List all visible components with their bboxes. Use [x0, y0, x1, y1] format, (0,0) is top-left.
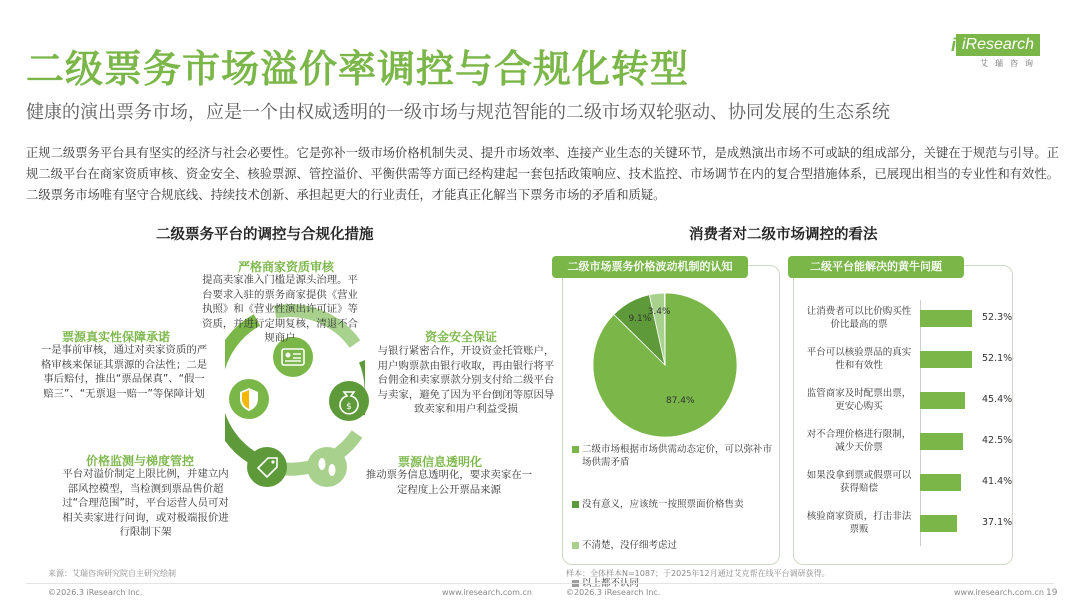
left-source-note: 来源：艾瑞咨询研究院自主研究绘制	[48, 569, 176, 578]
bar-category-label: 让消费者可以比价购买性价比最高的票	[806, 306, 912, 330]
bar-5	[920, 515, 957, 532]
measure-desc-price-monitoring: 平台对溢价制定上限比例，并建立内部风控模型，当检测到票品售价超过“合理范围”时，平台运营人员可对相关卖家进行问询，或对极端报价进行限制下架	[62, 468, 229, 538]
footprints-icon	[306, 446, 348, 488]
measure-title-transparency: 票源信息透明化	[398, 455, 483, 469]
measure-desc-transparency: 推动票务信息透明化，要求卖家在一定程度上公开票品来源	[365, 469, 533, 496]
bar-0	[920, 310, 972, 327]
pie-panel-title: 二级市场票务价格波动机制的认知	[552, 256, 748, 278]
measure-desc-fund-safety: 与银行紧密合作，开设资金托管账户，用户购票款由银行收取，再由银行将平台佣金和卖家票款分别支付给二级平台与卖家，避免了因为平台倒闭等原因导致卖家和用户利益受损	[377, 345, 555, 415]
bar-category-label: 对不合理价格进行限制，减少天价票	[806, 429, 912, 453]
pie-label-1: 9.1%	[628, 313, 652, 324]
measure-desc-qualification: 提高卖家准入门槛是源头治理。平台要求入驻的票务商家提供《营业执照》和《营业性演出许可证》等资质，并进行定期复核，清退不合规商户	[202, 274, 358, 344]
right-source-note: 样本：全体样本N=1087；于2025年12月通过艾克帮在线平台调研获得。	[566, 569, 830, 578]
bar-value-label: 52.1%	[982, 353, 1013, 364]
pie-legend-item	[572, 443, 777, 469]
bar-4	[920, 474, 961, 491]
legend-label: 不清楚，没仔细考虑过	[582, 540, 678, 551]
copyright-right: ©2026.3 iResearch Inc.	[566, 588, 661, 597]
pie-label-0: 87.4%	[665, 395, 695, 406]
legend-label: 二级市场根据市场供需动态定价，可以弥补市场供需矛盾	[582, 444, 773, 468]
bar-3	[920, 433, 963, 450]
bar-category-label: 核验商家资质，打击非法票贩	[806, 511, 912, 535]
logo-brand-text: iResearch	[956, 34, 1040, 56]
pie-legend	[572, 443, 777, 551]
logo-cn-text: 艾瑞咨询	[980, 59, 1040, 68]
page-subtitle: 健康的演出票务市场，应是一个由权威透明的一级市场与规范智能的二级市场双轮驱动、协同发展的生态系统	[26, 102, 890, 123]
shield-icon	[228, 378, 270, 420]
measure-desc-authenticity: 一是事前审核，通过对卖家资质的严格审核来保证其票源的合法性；二是事后赔付，推出“票品保真”、“假一赔三”、“无票退一赔一”等保障计划	[40, 344, 208, 400]
legend-swatch	[572, 501, 579, 508]
svg-text:$: $	[346, 402, 352, 412]
money-bag-icon	[328, 380, 370, 422]
bar-1	[920, 351, 972, 368]
url-right: www.iresearch.com.cn	[954, 588, 1044, 597]
bar-value-label: 52.3%	[982, 312, 1013, 323]
legend-swatch	[572, 446, 579, 453]
bar-category-label: 如果没拿到票或假票可以获得赔偿	[806, 470, 912, 494]
legend-label: 没有意义，应该统一按照票面价格售卖	[582, 499, 744, 510]
bar-value-label: 45.4%	[982, 394, 1013, 405]
bar-value-label: 37.1%	[982, 517, 1013, 528]
page-title: 二级票务市场溢价率调控与合规化转型	[26, 47, 690, 91]
measure-title-qualification: 严格商家资质审核	[238, 260, 335, 274]
left-section-title: 二级票务平台的调控与合规化措施	[156, 227, 374, 243]
url-left: www.iresearch.com.cn	[442, 588, 532, 597]
pie-legend-item	[572, 539, 777, 552]
copyright-left: ©2026.3 iResearch Inc.	[48, 588, 143, 597]
intro-paragraph: 正规二级票务平台具有坚实的经济与社会必要性。它是弥补一级市场价格机制失灵、提升市场效率、连接产业生态的关键环节，是成熟演出市场不可或缺的组成部分，关键在于规范与引导。正规二级平台在商家资质审核、资金安全、核验票源、管控溢价、平衡供需等方面已经构建起一套包括政策响应、技术监控、市场调节在内的复合型措施体系，已展现出相当的专业性和有效性。二级票务市场唯有坚守合规底线、持续技术创新、承担起更大的行业责任，才能真正化解当下票务市场的矛盾和质疑。	[26, 146, 1059, 202]
logo-i-glyph: i	[950, 35, 956, 55]
measure-title-authenticity: 票源真实性保障承诺	[62, 330, 171, 344]
bar-2	[920, 392, 965, 409]
pie-data-labels	[590, 290, 740, 440]
measure-title-fund-safety: 资金安全保证	[425, 330, 498, 344]
legend-swatch	[572, 542, 579, 549]
bar-value-label: 41.4%	[982, 476, 1013, 487]
page-number: 19	[1046, 588, 1058, 598]
bar-category-label: 平台可以核验票品的真实性和有效性	[806, 347, 912, 371]
measure-title-price-monitoring: 价格监测与梯度管控	[86, 454, 195, 468]
bar-value-label: 42.5%	[982, 435, 1013, 446]
pie-legend-item	[572, 498, 777, 511]
price-tag-icon	[246, 446, 288, 488]
bar-category-label: 监管商家及时配票出票，更安心购买	[806, 388, 912, 412]
footer-divider	[26, 583, 1054, 584]
bar-axis-line	[920, 300, 921, 546]
right-section-title: 消费者对二级市场调控的看法	[689, 227, 878, 243]
bar-chart	[798, 300, 1013, 546]
iresearch-logo	[932, 34, 1040, 72]
pie-label-2: 3.4%	[647, 307, 671, 318]
bar-panel-title: 二级平台能解决的黄牛问题	[788, 256, 964, 278]
